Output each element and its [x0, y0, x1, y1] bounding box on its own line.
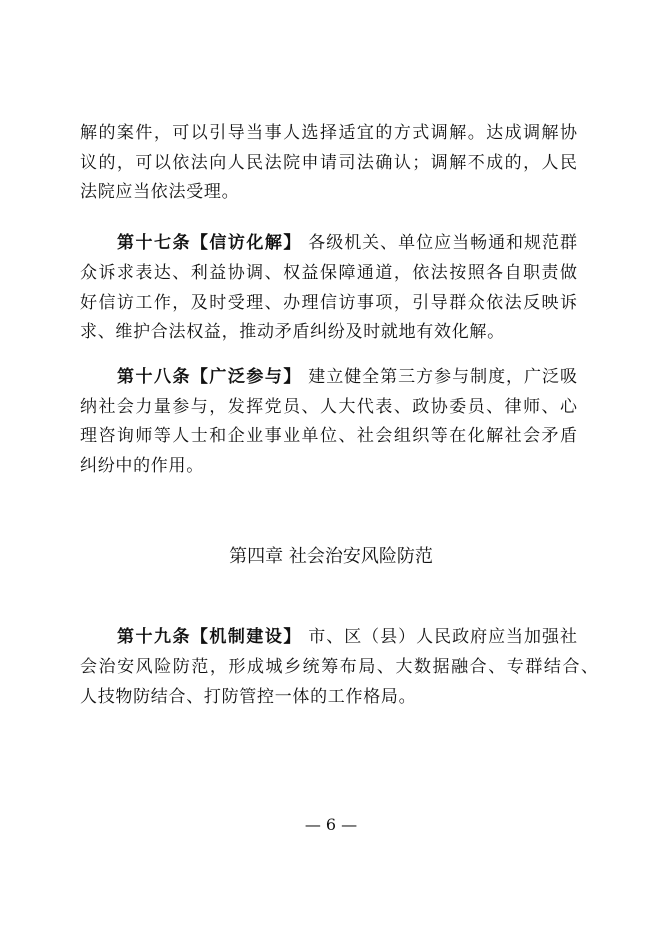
text-line: 议的，可以依法向人民法院申请司法确认；调解不成的，人民	[80, 153, 577, 173]
text-line: 解的案件，可以引导当事人选择适宜的方式调解。达成调解协	[80, 123, 577, 143]
text-line: 理咨询师等人士和企业事业单位、社会组织等在化解社会矛盾	[80, 426, 577, 446]
article-heading: 第十八条【广泛参与】	[117, 367, 302, 387]
text-line	[117, 366, 577, 388]
article-text: 市、区（县）人民政府应当加强社	[308, 627, 578, 647]
text-line: 好信访工作，及时受理、办理信访事项，引导群众依法反映诉	[80, 293, 577, 313]
text-line: 纳社会力量参与，发挥党员、人大代表、政协委员、律师、心	[80, 397, 577, 417]
text-line: 求、维护合法权益，推动矛盾纠纷及时就地有效化解。	[80, 322, 505, 342]
text-line: 纠纷中的作用。	[80, 456, 204, 476]
text-line	[117, 626, 577, 648]
text-line: 人技物防结合、打防管控一体的工作格局。	[80, 687, 417, 707]
text-line: 法院应当依法受理。	[80, 182, 240, 202]
text-line: 众诉求表达、利益协调、权益保障通道，依法按照各自职责做	[80, 263, 577, 283]
article-heading: 第十九条【机制建设】	[117, 627, 302, 647]
chapter-title: 第四章 社会治安风险防范	[229, 546, 433, 567]
article-text: 各级机关、单位应当畅通和规范群	[308, 233, 578, 253]
article-heading: 第十七条【信访化解】	[117, 233, 302, 253]
text-line	[117, 232, 577, 254]
article-text: 建立健全第三方参与制度，广泛吸	[308, 367, 578, 387]
page-number: — 6 —	[304, 815, 358, 834]
text-line: 会治安风险防范，形成城乡统筹布局、大数据融合、专群结合、	[80, 657, 598, 677]
